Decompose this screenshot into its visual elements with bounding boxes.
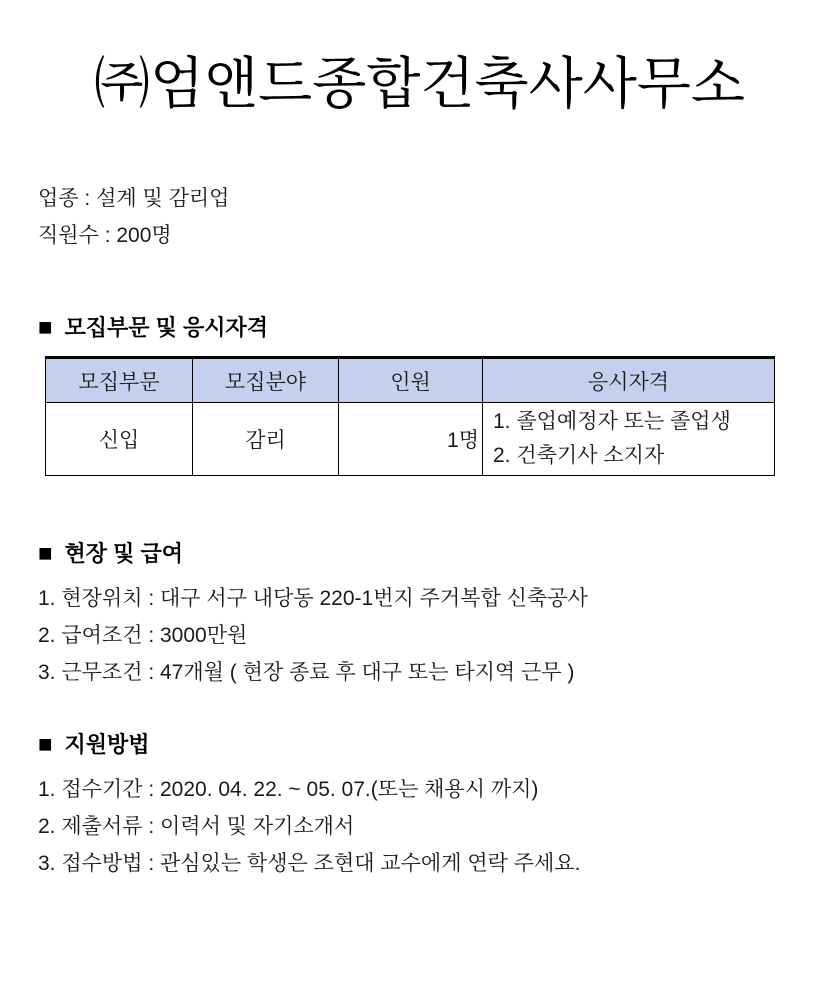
table-header-count: 인원 (339, 358, 483, 403)
table-header-part: 모집부문 (46, 358, 193, 403)
cell-field: 감리 (193, 403, 339, 476)
square-bullet-icon: ■ (38, 314, 53, 341)
table-header-qualification: 응시자격 (483, 358, 775, 403)
list-item: 3. 근무조건 : 47개월 ( 현장 종료 후 대구 또는 타지역 근무 ) (38, 661, 575, 684)
company-info (38, 180, 839, 254)
qualification-line: 2. 건축기사 소지자 (493, 444, 665, 467)
cell-qualification (483, 403, 775, 476)
list-item: 1. 현장위치 : 대구 서구 내당동 220-1번지 주거복합 신축공사 (38, 587, 588, 610)
company-title: ㈜엄앤드종합건축사사무소 (93, 52, 746, 115)
section-heading-apply-label: 지원방법 (64, 732, 150, 757)
company-industry-line: 업종 : 설계 및 감리업 (38, 187, 230, 210)
list-item: 1. 접수기간 : 2020. 04. 22. ~ 05. 07.(또는 채용시 까지) (38, 778, 539, 801)
square-bullet-icon: ■ (38, 540, 53, 567)
section-heading-apply (38, 731, 839, 759)
company-employees-line: 직원수 : 200명 (38, 224, 172, 247)
square-bullet-icon: ■ (38, 731, 53, 758)
list-item: 2. 급여조건 : 3000만원 (38, 624, 248, 647)
apply-item-list (38, 771, 839, 882)
section-heading-recruit (38, 314, 839, 342)
section-heading-recruit-label: 모집부문 및 응시자격 (64, 315, 268, 340)
list-item: 2. 제출서류 : 이력서 및 자기소개서 (38, 815, 355, 838)
table-header-field: 모집분야 (193, 358, 339, 403)
qualification-line: 1. 졸업예정자 또는 졸업생 (493, 410, 731, 433)
table-row (46, 403, 775, 476)
section-heading-site (38, 540, 839, 568)
recruit-table (45, 356, 775, 476)
table-header-row (46, 358, 775, 403)
cell-part: 신입 (46, 403, 193, 476)
site-item-list (38, 580, 839, 691)
cell-count: 1명 (339, 403, 483, 476)
list-item: 3. 접수방법 : 관심있는 학생은 조현대 교수에게 연락 주세요. (38, 852, 581, 875)
section-heading-site-label: 현장 및 급여 (64, 541, 183, 566)
